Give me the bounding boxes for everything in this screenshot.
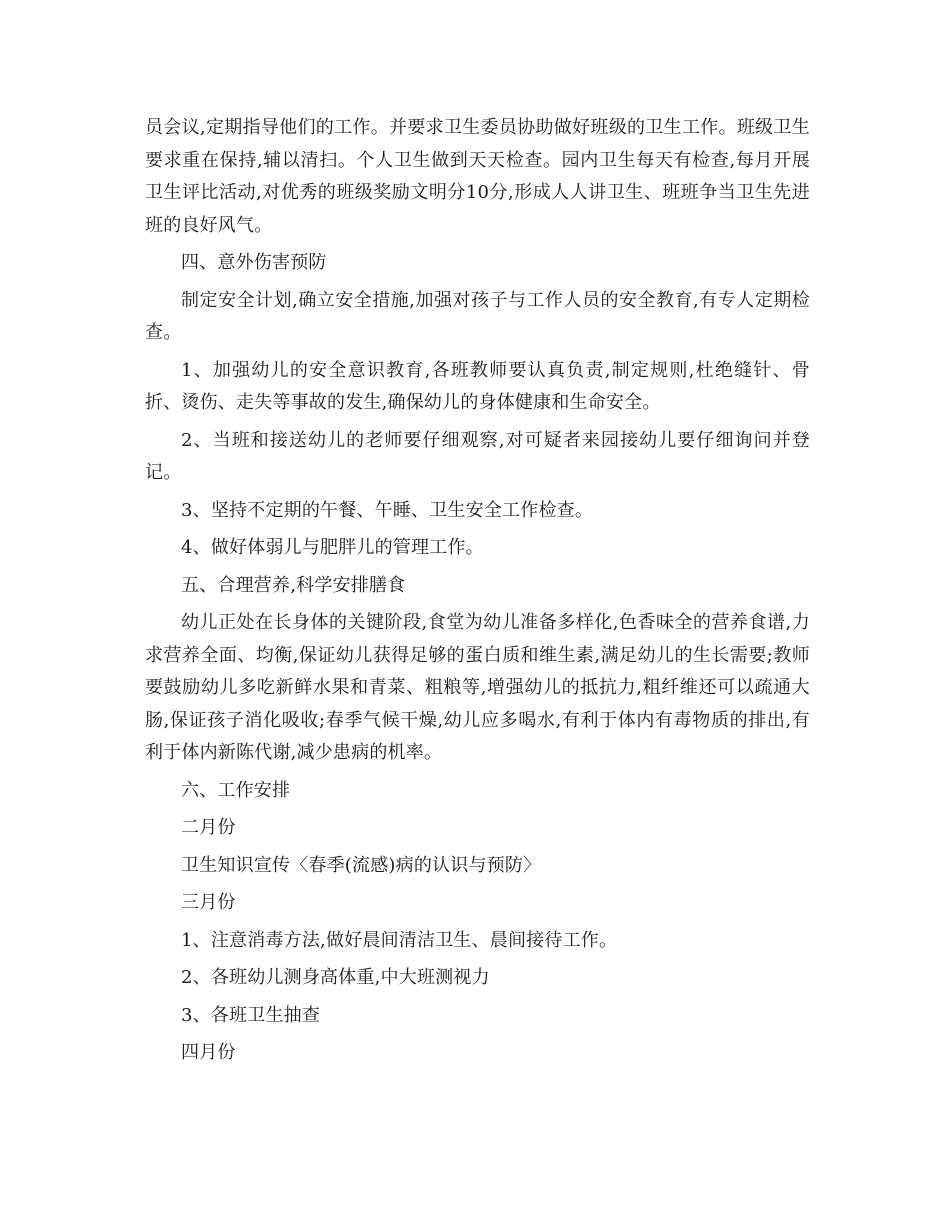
heading-accident-prevention: 四、意外伤害预防 [181, 252, 327, 273]
list-item-child-management: 4、做好体弱儿与肥胖儿的管理工作。 [181, 537, 484, 558]
list-item-health-publicity: 卫生知识宣传〈春季(流感)病的认识与预防〉 [181, 854, 542, 876]
list-item-measurement: 2、各班幼儿测身高体重,中大班测视力 [181, 967, 490, 988]
list-item-inspection: 3、坚持不定期的午餐、午睡、卫生安全工作检查。 [181, 499, 594, 521]
list-item-pickup-observation: 2、当班和接送幼儿的老师要仔细观察,对可疑者来园接幼儿要仔细询问并登记。 [145, 429, 810, 483]
paragraph-safety-plan: 制定安全计划,确立安全措施,加强对孩子与工作人员的安全教育,有专人定期检查。 [145, 289, 810, 343]
month-february: 二月份 [181, 817, 236, 838]
month-april: 四月份 [181, 1042, 236, 1063]
document-body [145, 112, 810, 1070]
heading-nutrition: 五、合理营养,科学安排膳食 [181, 574, 406, 596]
paragraph-hygiene-committee: 员会议,定期指导他们的工作。并要求卫生委员协助做好班级的卫生工作。班级卫生要求重在保持,辅以清扫。个人卫生做到天天检查。园内卫生每天有检查,每月开展卫生评比活动,对优秀的班级奖励文明分10分,形成人人讲卫生、班班争当卫生先进班的良好风气。 [145, 117, 810, 236]
paragraph-nutrition: 幼儿正处在长身体的关键阶段,食堂为幼儿准备多样化,色香味全的营养食谱,力求营养全面、均衡,保证幼儿获得足够的蛋白质和维生素,满足幼儿的生长需要;教师要鼓励幼儿多吃新鲜水果和青菜、粗粮等,增强幼儿的抵抗力,粗纤维还可以疏通大肠,保证孩子消化吸收;春季气候干燥,幼儿应多喝水,有利于体内有毒物质的排出,有利于体内新陈代谢,减少患病的机率。 [145, 612, 810, 763]
list-item-hygiene-check: 3、各班卫生抽查 [181, 1004, 321, 1026]
list-item-disinfection: 1、注意消毒方法,做好晨间清洁卫生、晨间接待工作。 [181, 929, 618, 951]
heading-work-schedule: 六、工作安排 [181, 779, 291, 801]
list-item-safety-education: 1、加强幼儿的安全意识教育,各班教师要认真负责,制定规则,杜绝缝针、骨折、烫伤、走失等事故的发生,确保幼儿的身体健康和生命安全。 [145, 359, 810, 413]
month-march: 三月份 [181, 892, 236, 913]
